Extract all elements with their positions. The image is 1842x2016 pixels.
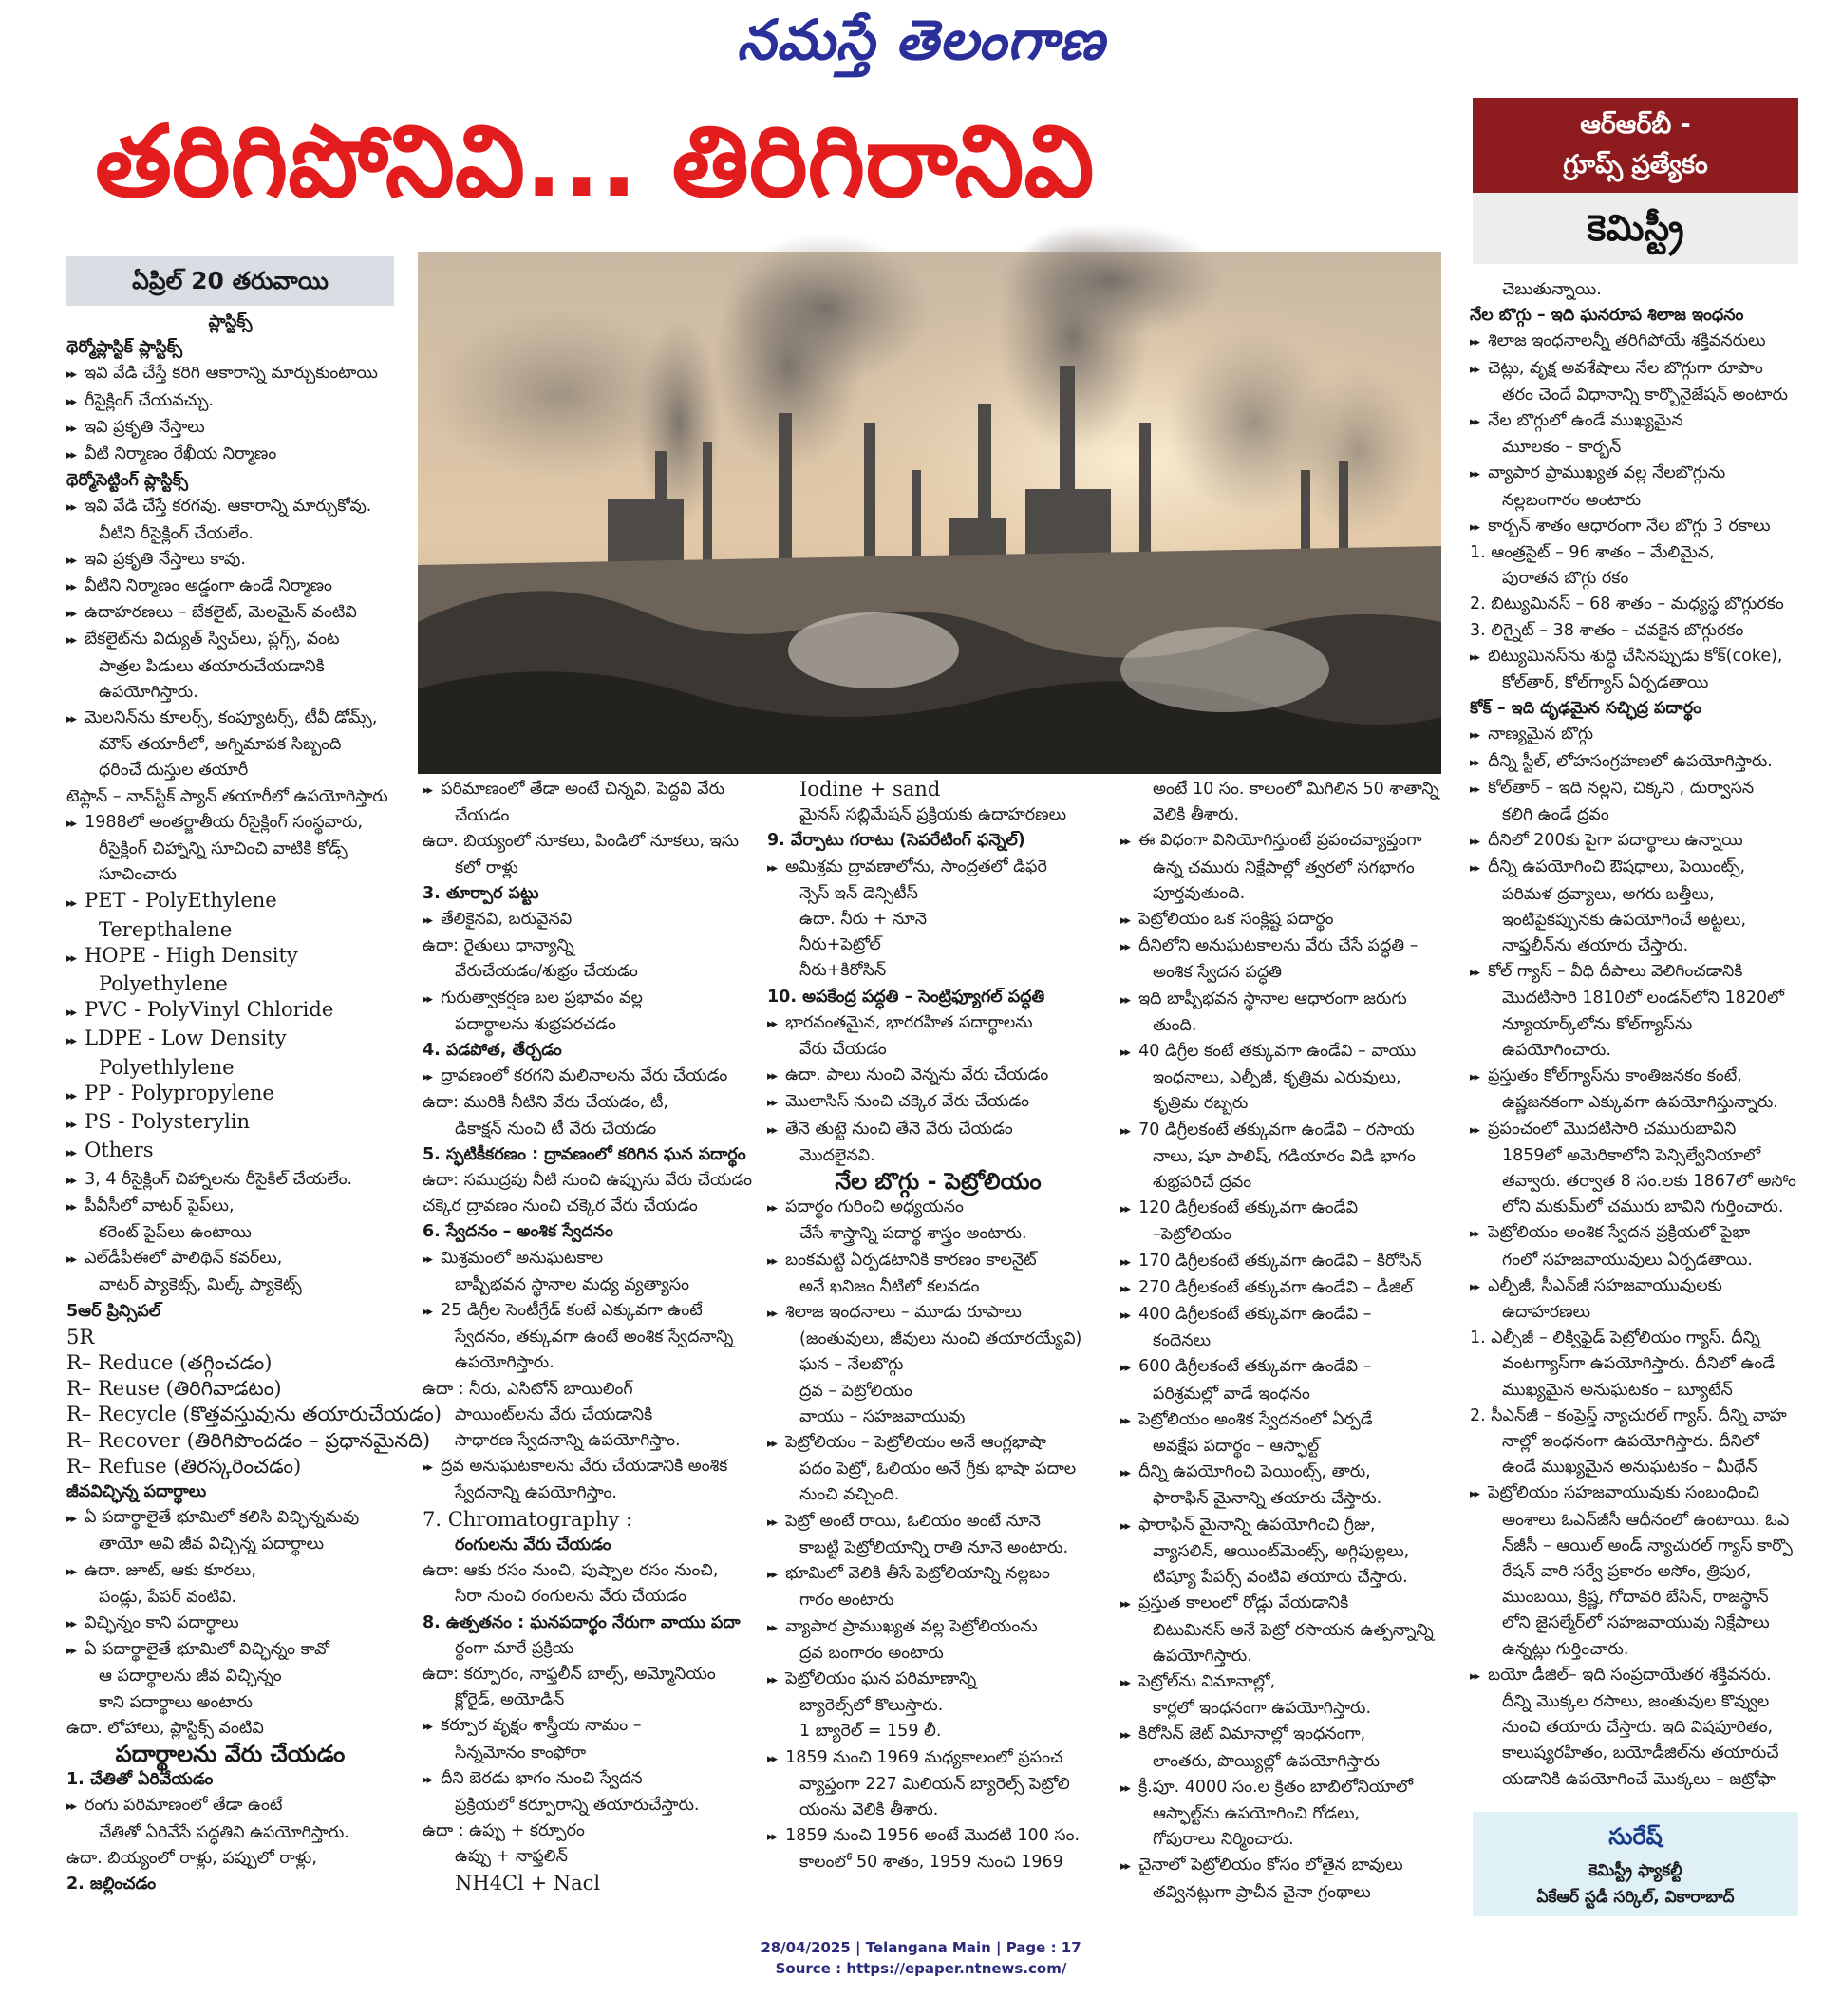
text-line: ▸▸ కిరోసిన్ జెట్ విమానాల్లో ఇంధనంగా,: [1120, 1722, 1462, 1748]
subheading: 1. చేతితో ఏరివేయడం: [66, 1770, 214, 1790]
text-line: ముఖ్యమైన అనుఘటకం – బ్యూటేన్: [1502, 1380, 1733, 1400]
text-line: క్లోరైడ్, అయోడిన్: [455, 1690, 565, 1710]
text-line: ▸▸ ఉదా. జూట్, ఆకు కూరలు,: [66, 1558, 394, 1585]
text-line: ▸▸ బయో డీజిల్– ఇది సంప్రదాయేతర శక్తివనరు.: [1470, 1663, 1797, 1689]
text-line: Polyethlylene: [99, 1055, 235, 1079]
text-line: వ్యాప్తంగా 227 మిలియన్ బ్యారెల్స్ పెట్రోలి: [799, 1774, 1070, 1794]
text-line: అవక్షేప పదార్థం – ఆస్ఫాల్ట్: [1153, 1437, 1320, 1457]
text-line: వేరుచేయడం/శుభ్రం చేయడం: [455, 962, 638, 982]
text-line: కందెనలు: [1153, 1331, 1212, 1351]
text-line: 1. ఎల్పీజీ – లిక్విఫైడ్ పెట్రోలియం గ్యాస్. దీన్ని: [1470, 1328, 1760, 1348]
text-line: ▸▸ ప్రస్తుతం కోల్‌గ్యాస్‌ను కాంతిజనకం కంటే,: [1470, 1064, 1797, 1090]
text-line: Iodine + sand: [799, 778, 941, 801]
text-line: ▸▸ పెట్రోలియం అంశిక స్వేదన ప్రక్రియలో పైభా: [1470, 1220, 1797, 1247]
text-line: ▸▸ LDPE - Low Density: [66, 1026, 394, 1054]
text-line: 1. ఆంత్రసైట్ – 96 శాతం – మేలిమైన,: [1470, 543, 1715, 563]
text-line: 5R: [66, 1325, 95, 1348]
text-line: ▸▸ మొలాసిస్ నుంచి చక్కెర వేరు చేయడం: [767, 1089, 1109, 1116]
text-line: న్యూయార్క్‌లోను కోల్‌గ్యాస్‌ను: [1502, 1014, 1693, 1034]
text-line: ▸▸ తేలికైనవి, బరువైనవి: [423, 907, 764, 933]
text-line: కాలంలో 50 శాతం, 1959 నుంచి 1969: [799, 1853, 1063, 1873]
text-line: టెఫ్లాన్ – నాన్‌స్టిక్ ప్యాన్ తయారీలో ఉపయోగిస్తారు: [66, 786, 388, 806]
text-line: ▸▸ బేకలైట్‌ను విద్యుత్ స్విచ్‌లు, ప్లగ్స్, వంట: [66, 627, 394, 653]
text-line: ▸▸ కోల్ గ్యాస్ – వీధి దీపాలు వెలిగించడానికి: [1470, 959, 1797, 986]
industrial-pollution-photo: [418, 252, 1441, 774]
text-line: టిష్యూ పేపర్స్ వంటివి తయారు చేస్తారు.: [1153, 1568, 1408, 1588]
text-line: అంశిక స్వేదన పద్ధతి: [1153, 963, 1282, 983]
text-line: ▸▸ ద్రావణంలో కరగని మలినాలను వేరు చేయడం: [423, 1064, 764, 1090]
text-line: 3. లిగ్నైట్ – 38 శాతం – చవకైన బొగ్గురకం: [1470, 620, 1744, 640]
text-line: ప్రక్రియలో కర్పూరాన్ని తయారుచేస్తారు.: [455, 1795, 700, 1815]
text-line: ఉదా. బియ్యంలో నూకలు, పిండిలో నూకలు, ఇసు: [423, 832, 740, 852]
text-line: ఉప్పు + నాఫ్తలిన్: [455, 1847, 568, 1867]
text-line: తవ్వారు. తర్వాత 8 సం.లకు 1867లో అసోం: [1502, 1171, 1796, 1191]
text-line: ఉదా: సముద్రపు నీటి నుంచి ఉప్పును వేరు చేయడం: [423, 1171, 753, 1191]
text-line: ▸▸ అమిశ్రమ ద్రావణాలోను, సాంద్రతలో డిఫరె: [767, 855, 1109, 881]
text-line: ▸▸ దీన్ని ఉపయోగించి పెయింట్స్, తారు,: [1120, 1460, 1462, 1486]
text-line: ▸▸ PP - Polypropylene: [66, 1081, 394, 1109]
text-line: ▸▸ దీనిలో 200కు పైగా పదార్థాలు ఉన్నాయి: [1470, 828, 1797, 855]
text-line: ఉదా. బియ్యంలో రాళ్లు, పప్పులో రాళ్లు,: [66, 1848, 317, 1868]
text-line: ఘన – నేలబొగ్గు: [799, 1355, 904, 1375]
text-line: సిన్నమోనం కాంఫోరా: [455, 1743, 587, 1762]
text-line: ఉపయోగిస్తారు.: [99, 682, 198, 702]
text-line: చేయడం: [455, 806, 510, 826]
text-line: కార్లలో ఇంధనంగా ఉపయోగిస్తారు.: [1153, 1699, 1372, 1719]
text-line: వాయు – సహజవాయువు: [799, 1406, 966, 1426]
text-line: ▸▸ 25 డిగ్రీల సెంటీగ్రేడ్ కంటే ఎక్కువగా ఉంటే: [423, 1298, 764, 1325]
text-line: అంటే 10 సం. కాలంలో మిగిలిన 50 శాతాన్ని: [1153, 780, 1439, 799]
subheading: 9. వేర్పాటు గరాటు (సెపరేటింగ్ ఫన్నెల్): [767, 831, 1025, 851]
text-line: ▸▸ PS - Polysterylin: [66, 1109, 394, 1138]
author-org: ఏకేఆర్ స్టడీ సర్కిల్, వికారాబాద్: [1536, 1888, 1735, 1907]
text-line: ఉదా. నీరు + నూనె: [799, 910, 928, 930]
subheading: 6. స్వేదనం – అంశిక స్వేదనం: [423, 1222, 613, 1242]
text-line: చక్కెర ద్రావణం నుంచి చక్కెర వేరు చేయడం: [423, 1196, 698, 1216]
text-line: (జంతువులు, జీవులు నుంచి తయారయ్యేవి): [799, 1329, 1082, 1349]
column-1: [66, 310, 442, 1897]
text-line: ▸▸ నేల బొగ్గులో ఉండే ముఖ్యమైన: [1470, 408, 1797, 435]
text-line: ఆ పదార్థాలను జీవ విచ్ఛిన్నం: [99, 1667, 282, 1686]
text-line: నీరు+పెట్రోల్: [799, 935, 881, 955]
text-line: ఉదా: కర్పూరం, నాఫ్తలీన్ బాల్స్, అమ్మోనియం: [423, 1664, 716, 1684]
text-line: అనే ఖనిజం నీటిలో కలవడం: [799, 1276, 980, 1296]
text-line: నాఫ్తలీన్‌ను తయారు చేస్తారు.: [1502, 936, 1689, 956]
text-line: బాష్పీభవన స్థానాల మధ్య వ్యత్యాసం: [455, 1274, 689, 1294]
page-footer: [0, 1937, 1842, 1979]
subheading: రంగులను వేరు చేయడం: [455, 1535, 611, 1554]
text-line: ▸▸ 270 డిగ్రీలకంటే తక్కువగా ఉండేవి – డీజిల్: [1120, 1275, 1462, 1302]
text-line: వ్యాసలిన్, ఆయింట్‌మెంట్స్, అగ్గిపుల్లలు,: [1153, 1541, 1410, 1561]
text-line: శుభ్రపరిచే ద్రవం: [1153, 1173, 1252, 1193]
text-line: NH4Cl + Nacl: [455, 1871, 601, 1894]
subheading: జీవవిచ్ఛిన్న పదార్థాలు: [66, 1481, 207, 1501]
text-line: ఉదా: మురికి నీటిని వేరు చేయడం, టీ,: [423, 1093, 668, 1113]
text-line: –పెట్రోలియం: [1153, 1225, 1231, 1245]
text-line: ర్థంగా మారే ప్రక్రియ: [455, 1638, 574, 1658]
text-line: రీసైక్లింగ్ చిహ్నాన్ని సూచించి వాటికి కోడ్స్: [99, 839, 348, 859]
author-name: సురేష్: [1608, 1823, 1663, 1850]
text-line: ▸▸ బంకమట్టి ఏర్పడటానికి కారణం కాలనైట్: [767, 1248, 1109, 1274]
text-line: ▸▸ మెలనిన్‌ను కూలర్స్, కంప్యూటర్స్, టీవీ డోమ్స్,: [66, 706, 394, 732]
page-headline: తరిగిపోనివి... తిరిగిరానివి: [95, 104, 1095, 219]
text-line: నాలు, షూ పాలిష్, గడియారం విడి భాగం: [1153, 1146, 1416, 1166]
text-line: నీరు+కిరోసిన్: [799, 961, 887, 981]
text-line: ▸▸ 600 డిగ్రీలకంటే తక్కువగా ఉండేవి –: [1120, 1354, 1462, 1381]
text-line: ▸▸ 1859 నుంచి 1956 అంటే మొదటి 100 సం.: [767, 1823, 1109, 1850]
text-line: నల్లబంగారం అంటారు: [1502, 490, 1642, 510]
text-line: ▸▸ దీన్ని ఉపయోగించి ఔషధాలు, పెయింట్స్,: [1470, 855, 1797, 881]
text-line: ఉదా: ఆకు రసం నుంచి, పుష్పాల రసం నుంచి,: [423, 1561, 719, 1581]
text-line: పాత్రల పిడులు తయారుచేయడానికి: [99, 656, 325, 676]
column-5: [1470, 277, 1797, 1793]
text-line: పండ్లు, పేపర్ వంటివి.: [99, 1587, 237, 1607]
text-line: తరం చెందే విధానాన్ని కార్బొనైజేషన్ అంటారు: [1502, 385, 1788, 405]
text-line: Terepthalene: [99, 917, 233, 941]
text-line: ధరించే దుస్తుల తయారీ: [99, 761, 249, 781]
text-line: ▸▸ ఇవి వేడి చేస్తే కరిగి ఆకారాన్ని మార్చుకుంటాయి: [66, 361, 394, 387]
text-line: ఇంటిపైకప్పునకు ఉపయోగించే అట్టలు,: [1502, 910, 1747, 930]
text-line: ▸▸ ఎల్పీజీ, సీఎన్‌జీ సహజవాయువులకు: [1470, 1273, 1797, 1300]
text-line: ▸▸ ఈ విధంగా వినియోగిస్తుంటే ప్రపంచవ్యాప్తంగా: [1120, 828, 1462, 855]
text-line: నుంచి వచ్చింది.: [799, 1485, 900, 1505]
text-line: ▸▸ క్రీ.పూ. 4000 సం.ల క్రితం బాబిలోనియాలో: [1120, 1775, 1462, 1801]
text-line: కాని పదార్థాలు అంటారు: [99, 1692, 253, 1712]
text-line: ▸▸ పెట్రోలియం ఒక సంక్లిష్ట పదార్థం: [1120, 907, 1462, 933]
text-line: 1859లో అమెరికాలోని పెన్సిల్వేనియాలో: [1502, 1145, 1761, 1165]
text-line: ▸▸ వీటి నిర్మాణం రేఖీయ నిర్మాణం: [66, 442, 394, 468]
text-line: లోని జైసల్మేర్‌లో సహజవాయువు నిక్షేపాలు: [1502, 1613, 1770, 1633]
text-line: న్సెస్ ఇన్ డెన్సిటీస్: [799, 883, 918, 903]
text-line: సిరా నుంచి రంగులను వేరు చేయడం: [455, 1587, 687, 1607]
text-line: ▸▸ 170 డిగ్రీలకంటే తక్కువగా ఉండేవి – కిరోసిన్: [1120, 1249, 1462, 1275]
subheading: థెర్మోసెట్టింగ్ ప్లాస్టిక్స్: [66, 471, 188, 491]
text-line: వంటగ్యాస్‌గా ఉపయోగిస్తారు. దీనిలో ఉండే: [1502, 1354, 1776, 1374]
text-line: ▸▸ దీనిలోని అనుఘటకాలను వేరు చేసే పద్ధతి –: [1120, 933, 1462, 960]
text-line: 1 బ్యారెల్ = 159 లీ.: [799, 1722, 942, 1742]
text-line: నుంచి తయారు చేస్తారు. ఇది విషపూరితం,: [1502, 1718, 1774, 1738]
text-line: ▸▸ ఇవి ప్రకృతి నేస్తాలు: [66, 415, 394, 442]
subheading: కోక్ – ఇది దృఢమైన సచ్ఛిద్ర పదార్థం: [1470, 699, 1701, 719]
text-line: లాంతరు, పొయ్యిల్లో ఉపయోగిస్తారు: [1153, 1751, 1381, 1771]
text-line: ▸▸ ఉదాహరణలు – బేకలైట్, మెలమైన్ వంటివి: [66, 600, 394, 627]
text-line: లోని మకుమ్‌లో చమురు బావిని గుర్తించారు.: [1502, 1197, 1784, 1217]
text-line: కాలుష్యరహితం, బయోడీజిల్‌ను తయారుచే: [1502, 1743, 1779, 1763]
text-line: ఉదా : ఉప్పు + కర్పూరం: [423, 1821, 585, 1841]
text-line: యంను వెలికి తీశారు.: [799, 1799, 939, 1819]
text-line: పూర్తవుతుంది.: [1153, 883, 1246, 903]
text-line: ▸▸ దీన్ని స్టీల్, లోహసంగ్రహణలో ఉపయోగిస్తారు.: [1470, 749, 1797, 776]
text-line: ▸▸ PET - PolyEthylene: [66, 888, 394, 916]
text-line: ఇంధనాలు, ఎల్పీజీ, కృత్రిమ ఎరువులు,: [1153, 1068, 1401, 1088]
text-line: ▸▸ పదార్థం గురించి అధ్యయనం: [767, 1195, 1109, 1221]
text-line: ▸▸ Others: [66, 1138, 394, 1166]
subheading: 10. అపకేంద్ర పద్ధతి – సెంట్రిఫ్యూగల్ పద్ధతి: [767, 987, 1045, 1007]
text-line: 2. బిట్యుమినస్ – 68 శాతం – మధ్యస్థ బొగ్గురకం: [1470, 594, 1784, 614]
text-line: తవ్వినట్లుగా ప్రాచీన చైనా గ్రంథాలు: [1153, 1882, 1371, 1902]
text-line: ఉపయోగించారు.: [1502, 1040, 1611, 1060]
text-line: ▸▸ PVC - PolyVinyl Chloride: [66, 997, 394, 1026]
text-line: ఉదా : నీరు, ఎసిటోన్ బాయిలింగ్: [423, 1379, 633, 1399]
text-line: ▸▸ ద్రవ అనుఘటకాలను వేరు చేయడానికి అంశిక: [423, 1454, 764, 1480]
text-line: ▸▸ ఏ పదార్థాలైతే భూమిలో కలిసి విచ్ఛిన్నమవు: [66, 1505, 394, 1532]
subheading: థెర్మోప్లాస్టిక్ ప్లాస్టిక్స్: [66, 338, 182, 358]
text-line: కృత్రిమ రబ్బరు: [1153, 1094, 1249, 1114]
text-line: ▸▸ ప్రస్తుత కాలంలో రోడ్లు వేయడానికి: [1120, 1591, 1462, 1617]
text-line: R– Reduce (తగ్గించడం): [66, 1350, 273, 1374]
text-line: బిటుమినస్ అనే పెట్రో రసాయన ఉత్పన్నాన్ని: [1153, 1620, 1434, 1640]
text-line: ▸▸ కర్పూర వృక్షం శాస్త్రీయ నామం –: [423, 1713, 764, 1740]
text-line: పదం పెట్రో, ఓలియం అనే గ్రీకు భాషా పదాల: [799, 1460, 1077, 1479]
section-heading: నేల బొగ్గు - పెట్రోలియం: [835, 1168, 1042, 1196]
text-line: ▸▸ ఫారాఫిన్ మైనాన్ని ఉపయోగించి గ్రీజు,: [1120, 1513, 1462, 1539]
text-line: ▸▸ 1988లో అంతర్జాతీయ రీసైక్లింగ్ సంస్థవారు,: [66, 810, 394, 837]
text-line: స్వేదనం, తక్కువగా ఉంటే అంశిక స్వేదనాన్ని: [455, 1328, 734, 1347]
text-line: గారం అంటారు: [799, 1591, 894, 1611]
text-line: డికాక్షన్ నుంచి టీ వేరు చేయడం: [455, 1119, 657, 1139]
text-line: ▸▸ పెట్రోల్‌ను విమానాల్లో,: [1120, 1669, 1462, 1696]
column-2: [423, 777, 764, 1896]
text-line: ▸▸ భారవంతమైన, భారరహిత పదార్థాలను: [767, 1010, 1109, 1037]
text-line: కాబట్టి పెట్రోలియాన్ని రాతి నూనె అంటారు.: [799, 1537, 1069, 1557]
series-badge: ఆర్‌ఆర్‌బీ - గ్రూప్స్ ప్రత్యేకం: [1473, 98, 1798, 193]
text-line: R– Reuse (తిరిగివాడటం): [66, 1377, 282, 1401]
subject-badge: కెమిస్ట్రీ: [1473, 193, 1798, 264]
text-line: ▸▸ శిలాజ ఇంధనాలన్నీ తరిగిపోయే శక్తివనరులు: [1470, 329, 1797, 355]
text-line: ▸▸ 3, 4 రీసైక్లింగ్ చిహ్నాలను రీసైకిల్ చేయలేం.: [66, 1167, 394, 1194]
text-line: ▸▸ ఇది బాష్పీభవన స్థానాల ఆధారంగా జరుగు: [1120, 987, 1462, 1013]
subheading: 4. పడపోత, తేర్చడం: [423, 1041, 562, 1061]
text-line: ఆస్ఫాల్ట్‌ను ఉపయోగించి గోడలు,: [1153, 1803, 1361, 1823]
text-line: ఉష్ణజనకంగా ఎక్కువగా ఉపయోగిస్తున్నారు.: [1502, 1093, 1778, 1113]
subheading: 5. స్ఫటికీకరణం : ద్రావణంలో కరిగిన ఘన పదార్థం: [423, 1144, 746, 1164]
text-line: అంశాలు ఓఎన్‌జీసీ ఆధీనంలో ఉంటాయి. ఓఎ: [1502, 1510, 1790, 1530]
text-line: గంలో సహజవాయువులు ఏర్పడతాయి.: [1502, 1250, 1753, 1270]
text-line: Polyethylene: [99, 972, 228, 996]
newspaper-masthead: నమస్తే తెలంగాణ: [737, 8, 1105, 72]
text-line: ఉపయోగిస్తారు.: [1153, 1646, 1252, 1666]
text-line: మొదలైనవి.: [799, 1145, 875, 1165]
text-line: ఫారాఫిన్ మైనాన్ని తయారు చేస్తారు.: [1153, 1489, 1382, 1509]
text-line: ▸▸ పెట్రోలియం సహజవాయువుకు సంబంధించి: [1470, 1480, 1797, 1507]
text-line: ముంబయి, క్రిష్ణ, గోదావరి బేసిన్, రాజస్థాన్: [1502, 1588, 1769, 1608]
text-line: వెలికి తీశారు.: [1153, 805, 1240, 825]
text-line: చెబుతున్నాయి.: [1502, 280, 1602, 299]
text-line: ▸▸ కార్బన్ శాతం ఆధారంగా నేల బొగ్గు 3 రకాలు: [1470, 514, 1797, 540]
text-line: ▸▸ వ్యాపార ప్రాముఖ్యత వల్ల నేలబొగ్గును: [1470, 461, 1797, 487]
text-line: ▸▸ ఎల్‌డీపీఈలో పాలిథిన్ కవర్‌లు,: [66, 1246, 394, 1272]
text-line: 2. సీఎన్‌జీ – కంప్రెస్డ్ న్యాచురల్ గ్యాస్. దీన్ని వాహ: [1470, 1405, 1787, 1425]
text-line: ఉన్నట్లు గుర్తించారు.: [1502, 1639, 1629, 1659]
text-line: మౌస్ తయారీలో, అగ్నిమాపక సిబ్బంది: [99, 735, 342, 755]
text-line: ▸▸ విచ్ఛిన్నం కాని పదార్థాలు: [66, 1611, 394, 1637]
subheading: 8. ఉత్పతనం : ఘనపదార్థం నేరుగా వాయు పదా: [423, 1612, 741, 1632]
text-line: ఉదా: రైతులు ధాన్యాన్ని: [423, 936, 574, 956]
text-line: ఉదాహరణలు: [1502, 1302, 1590, 1322]
text-line: వీటిని రీసైక్లింగ్ చేయలేం.: [99, 523, 254, 543]
footer-dateline: 28/04/2025 | Telangana Main | Page : 17: [761, 1939, 1081, 1956]
text-line: నాల్లో ఇంధనంగా ఉపయోగిస్తారు. దీనిలో: [1502, 1431, 1759, 1451]
text-line: న్‌జీసీ – ఆయిల్ అండ్ న్యాచురల్ గ్యాస్ కార్పొ: [1502, 1536, 1793, 1555]
text-line: ▸▸ పెట్రోలియం – పెట్రోలియం అనే ఆంగ్లభాషా: [767, 1430, 1109, 1457]
text-line: ▸▸ పెట్రోలియం అంశిక స్వేదనంలో ఏర్పడే: [1120, 1407, 1462, 1434]
text-line: ▸▸ 40 డిగ్రీల కంటే తక్కువగా ఉండేవి – వాయు: [1120, 1039, 1462, 1065]
text-line: ▸▸ వీటిని నిర్మాణం అడ్డంగా ఉండే నిర్మాణం: [66, 574, 394, 600]
text-line: సూచించారు: [99, 865, 177, 885]
text-line: ▸▸ 1859 నుంచి 1969 మధ్యకాలంలో ప్రపంచ: [767, 1745, 1109, 1772]
text-line: చేసే శాస్త్రాన్ని పదార్థ శాస్త్రం అంటారు.: [799, 1224, 1027, 1244]
author-box: [1473, 1812, 1798, 1916]
text-line: పరిమళ ద్రవ్యాలు, అగరు బత్తీలు,: [1502, 884, 1715, 904]
text-line: ▸▸ చైనాలో పెట్రోలియం కోసం లోతైన బావులు: [1120, 1853, 1462, 1879]
text-line: ద్రవ – పెట్రోలియం: [799, 1381, 912, 1401]
text-line: ▸▸ పెట్రో అంటే రాయి, ఓలియం అంటే నూనె: [767, 1509, 1109, 1536]
text-line: ▸▸ పెట్రోలియం ఘన పరిమాణాన్ని: [767, 1667, 1109, 1693]
text-line: ▸▸ శిలాజ ఇంధనాలు – మూడు రూపాలు: [767, 1300, 1109, 1327]
text-line: మొదటిసారి 1810లో లండన్‌లోని 1820లో: [1502, 989, 1784, 1008]
text-line: R– Refuse (తిరస్కరించడం): [66, 1454, 302, 1478]
text-line: రేషన్ వారి సర్వే ప్రకారం అసోం, త్రిపుర,: [1502, 1561, 1752, 1581]
footer-source: Source : https://epaper.ntnews.com/: [775, 1960, 1067, 1977]
author-role: కెమిస్ట్రీ ఫ్యాకల్టీ: [1588, 1861, 1682, 1880]
text-line: ▸▸ ఇవి ప్రకృతి నేస్తాలు కావు.: [66, 547, 394, 574]
text-line: ▸▸ గురుత్వాకర్షణ బల ప్రభావం వల్ల: [423, 986, 764, 1012]
text-line: పరిశ్రమల్లో వాడే ఇంధనం: [1153, 1384, 1310, 1404]
text-line: స్వేదనాన్ని ఉపయోగిస్తాం.: [455, 1483, 617, 1503]
subheading: నేల బొగ్గు – ఇది ఘనరూప శిలాజ ఇంధనం: [1470, 306, 1744, 326]
text-line: మైనస్ సబ్లిమేషన్ ప్రక్రియకు ఉదాహరణలు: [799, 805, 1067, 825]
text-line: వేరు చేయడం: [799, 1040, 887, 1060]
column-3: [767, 777, 1109, 1876]
text-line: ▸▸ పీవీసీలో వాటర్ పైప్‌లు,: [66, 1194, 394, 1220]
section-heading: పదార్థాలను వేరు చేయడం: [115, 1740, 346, 1767]
text-line: ఉపయోగిస్తారు.: [455, 1353, 554, 1373]
text-line: ▸▸ మిశ్రమంలో అనుఘటకాల: [423, 1246, 764, 1272]
subheading: 3. తూర్పార పట్టు: [423, 883, 539, 903]
text-line: సాధారణ స్వేదనాన్ని ఉపయోగిస్తాం.: [455, 1431, 681, 1451]
text-line: వాటర్ ప్యాకెట్స్, మిల్క్ ప్యాకెట్స్: [99, 1275, 302, 1295]
text-line: తాయో అవి జీవ విచ్ఛిన్న పదార్థాలు: [99, 1535, 325, 1554]
text-line: R– Recover (తిరిగిపొందడం – ప్రధానమైనది): [66, 1428, 431, 1452]
text-line: ▸▸ తేనె తుట్టె నుంచి తేనె వేరు చేయడం: [767, 1117, 1109, 1143]
text-line: పదార్థాలను శుభ్రపరచడం: [455, 1014, 616, 1034]
text-line: ▸▸ HOPE - High Density: [66, 943, 394, 971]
text-line: బ్యారెల్స్‌లో కొలుస్తారు.: [799, 1696, 944, 1716]
text-line: ▸▸ ఏ పదార్థాలైతే భూమిలో విచ్ఛిన్నం కావో: [66, 1637, 394, 1664]
text-line: ▸▸ పరిమాణంలో తేడా అంటే చిన్నవి, పెద్దవి వేరు: [423, 777, 764, 803]
text-line: ఉదా. లోహాలు, ప్లాస్టిక్స్ వంటివి: [66, 1718, 264, 1738]
text-line: గోపురాలు నిర్మించారు.: [1153, 1830, 1294, 1850]
text-line: R– Recycle (కొత్తవస్తువును తయారుచేయడం): [66, 1403, 442, 1426]
text-line: ఉన్న చమురు నిక్షేపాల్లో త్వరలో సగభాగం: [1153, 857, 1415, 877]
text-line: 7. Chromatography :: [423, 1507, 633, 1531]
text-line: పురాతన బొగ్గు రకం: [1502, 569, 1629, 589]
text-line: ▸▸ చెట్లు, వృక్ష అవశేషాలు నేల బొగ్గుగా రూపాం: [1470, 356, 1797, 383]
text-line: దీన్ని మొక్కల రసాలు, జంతువుల కొవ్వుల: [1502, 1691, 1770, 1711]
continuation-badge: ఏప్రిల్ 20 తరువాయి: [66, 256, 394, 306]
text-line: ద్రవ బంగారం అంటారు: [799, 1643, 944, 1663]
text-line: చేతితో ఏరివేసే పద్ధతిని ఉపయోగిస్తారు.: [99, 1822, 349, 1842]
text-line: ▸▸ ప్రపంచంలో మొదటిసారి చమురుబావిని: [1470, 1117, 1797, 1143]
subheading: 5ఆర్ ప్రిన్సిపల్: [66, 1301, 161, 1321]
text-line: యడానికి ఉపయోగించే మొక్కలు – జట్రోఫా: [1502, 1769, 1776, 1789]
text-line: ▸▸ 120 డిగ్రీలకంటే తక్కువగా ఉండేవి: [1120, 1196, 1462, 1222]
text-line: ▸▸ వ్యాపార ప్రాముఖ్యత వల్ల పెట్రోలియంను: [767, 1614, 1109, 1641]
text-line: ▸▸ భూమిలో వెలికి తీసే పెట్రోలియాన్ని నల్లబం: [767, 1561, 1109, 1588]
text-line: కలిగి ఉండే ద్రవం: [1502, 805, 1609, 825]
text-line: మూలకం – కార్బన్: [1502, 438, 1622, 458]
column-4: [1120, 777, 1462, 1906]
subheading: 2. జల్లించడం: [66, 1874, 157, 1894]
text-line: ▸▸ 400 డిగ్రీలకంటే తక్కువగా ఉండేవి –: [1120, 1302, 1462, 1328]
text-line: ▸▸ రంగు పరిమాణంలో తేడా ఉంటే: [66, 1793, 394, 1819]
text-line: ఉండే ముఖ్యమైన అనుఘటకం – మీథేన్: [1502, 1458, 1757, 1478]
text-line: ▸▸ రీసైక్లింగ్ చేయవచ్చు.: [66, 388, 394, 415]
text-line: ▸▸ కోల్‌తార్ – ఇది నల్లని, చిక్కని , దుర్వాసన: [1470, 776, 1797, 802]
text-line: ▸▸ బిట్యుమినస్‌ను శుద్ధి చేసినప్పుడు కోక్(coke),: [1470, 644, 1797, 670]
text-line: ▸▸ ఉదా. పాలు నుంచి వెన్నను వేరు చేయడం: [767, 1063, 1109, 1089]
text-line: ▸▸ దీని బెరడు భాగం నుంచి స్వేదన: [423, 1766, 764, 1793]
text-line: తుంది.: [1153, 1015, 1197, 1035]
text-line: ▸▸ 70 డిగ్రీలకంటే తక్కువగా ఉండేవి – రసాయ: [1120, 1118, 1462, 1144]
text-line: కలో రాళ్లు: [455, 857, 518, 877]
text-line: ▸▸ నాణ్యమైన బొగ్గు: [1470, 722, 1797, 748]
text-line: పాయింట్‌లను వేరు చేయడానికి: [455, 1404, 653, 1424]
subheading: ప్లాస్టిక్స్: [208, 312, 253, 331]
text-line: కరెంట్ పైప్‌లు ఉంటాయి: [99, 1222, 252, 1242]
text-line: ▸▸ ఇవి వేడి చేస్తే కరగవు. ఆకారాన్ని మార్చుకోవు.: [66, 494, 394, 520]
text-line: కోల్‌తార్, కోల్‌గ్యాస్ ఏర్పడతాయి: [1502, 673, 1709, 693]
